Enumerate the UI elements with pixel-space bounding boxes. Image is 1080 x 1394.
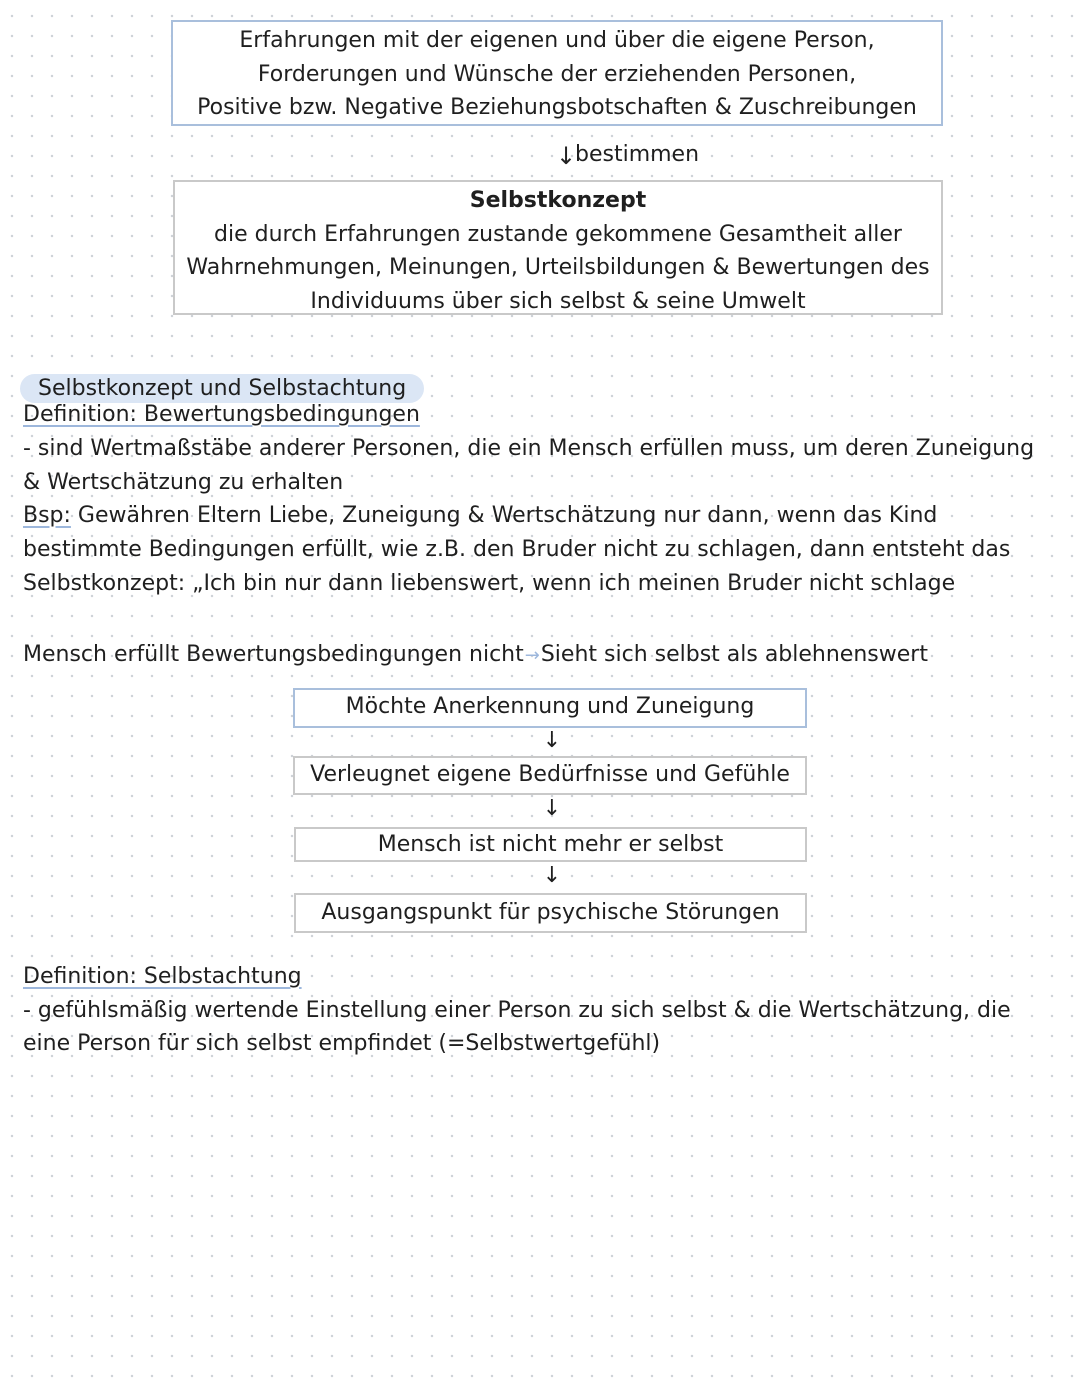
definition-conditions-line-2: & Wertschätzung zu erhalten [23, 470, 344, 495]
example-line-2: bestimmte Bedingungen erfüllt, wie z.B. den Bruder nicht zu schlagen, dann entsteht das [23, 537, 1011, 562]
definition-self-esteem-heading: Definition: Selbstachtung [23, 964, 302, 989]
section-title: Selbstkonzept und Selbstachtung [20, 374, 424, 403]
self-concept-title: Selbstkonzept [469, 188, 647, 213]
self-concept-line-3: Individuums über sich selbst & seine Umwelt [310, 288, 806, 314]
definition-self-esteem-line-2: eine Person für sich selbst empfindet (=Selbstwertgefühl) [23, 1031, 661, 1056]
consequence-line [23, 638, 928, 673]
flow-step-4: Ausgangspunkt für psychische Störungen [294, 893, 807, 933]
example-prefix: Bsp: [23, 503, 71, 528]
definition-self-esteem-line-1: - gefühlsmäßig wertende Einstellung einer Person zu sich selbst & die Wertschätzung, die [23, 998, 1011, 1023]
right-arrow-icon: → [524, 645, 540, 666]
connector-label: bestimmen [575, 142, 700, 167]
self-concept-line-1: die durch Erfahrungen zustande gekommene Gesamtheit aller [214, 221, 902, 247]
definition-conditions-heading: Definition: Bewertungsbedingungen [23, 402, 420, 427]
experiences-line-2: Forderungen und Wünsche der erziehenden Personen, [257, 61, 857, 87]
definition-conditions-line-1: - sind Wertmaßstäbe anderer Personen, die ein Mensch erfüllen muss, um deren Zuneigung [23, 436, 1035, 461]
consequence-right: Sieht sich selbst als ablehnenswert [540, 642, 928, 667]
experiences-line-3: Positive bzw. Negative Beziehungsbotschaften & Zuschreibungen [197, 95, 917, 120]
down-arrow-icon: ↓ [556, 142, 577, 170]
example-line-1 [23, 499, 937, 533]
flow-step-2: Verleugnet eigene Bedürfnisse und Gefühle [293, 756, 807, 795]
experiences-line-1: Erfahrungen mit der eigenen und über die eigene Person, [239, 28, 875, 53]
flow-step-3: Mensch ist nicht mehr er selbst [294, 827, 807, 862]
flow-arrow-icon: ↓ [542, 728, 562, 753]
flow-arrow-icon: ↓ [542, 863, 562, 888]
flow-step-1: Möchte Anerkennung und Zuneigung [293, 688, 807, 728]
consequence-left: Mensch erfüllt Bewertungsbedingungen nicht [23, 642, 524, 667]
example-line-3: Selbstkonzept: „Ich bin nur dann liebenswert, wenn ich meinen Bruder nicht schlage [23, 571, 956, 596]
self-concept-line-2: Wahrnehmungen, Meinungen, Urteilsbildungen & Bewertungen des [186, 255, 930, 280]
flow-arrow-icon: ↓ [542, 796, 562, 821]
experiences-box [171, 20, 943, 126]
self-concept-box [173, 180, 943, 315]
example-line-1-text: Gewähren Eltern Liebe, Zuneigung & Wertschätzung nur dann, wenn das Kind [70, 503, 938, 528]
